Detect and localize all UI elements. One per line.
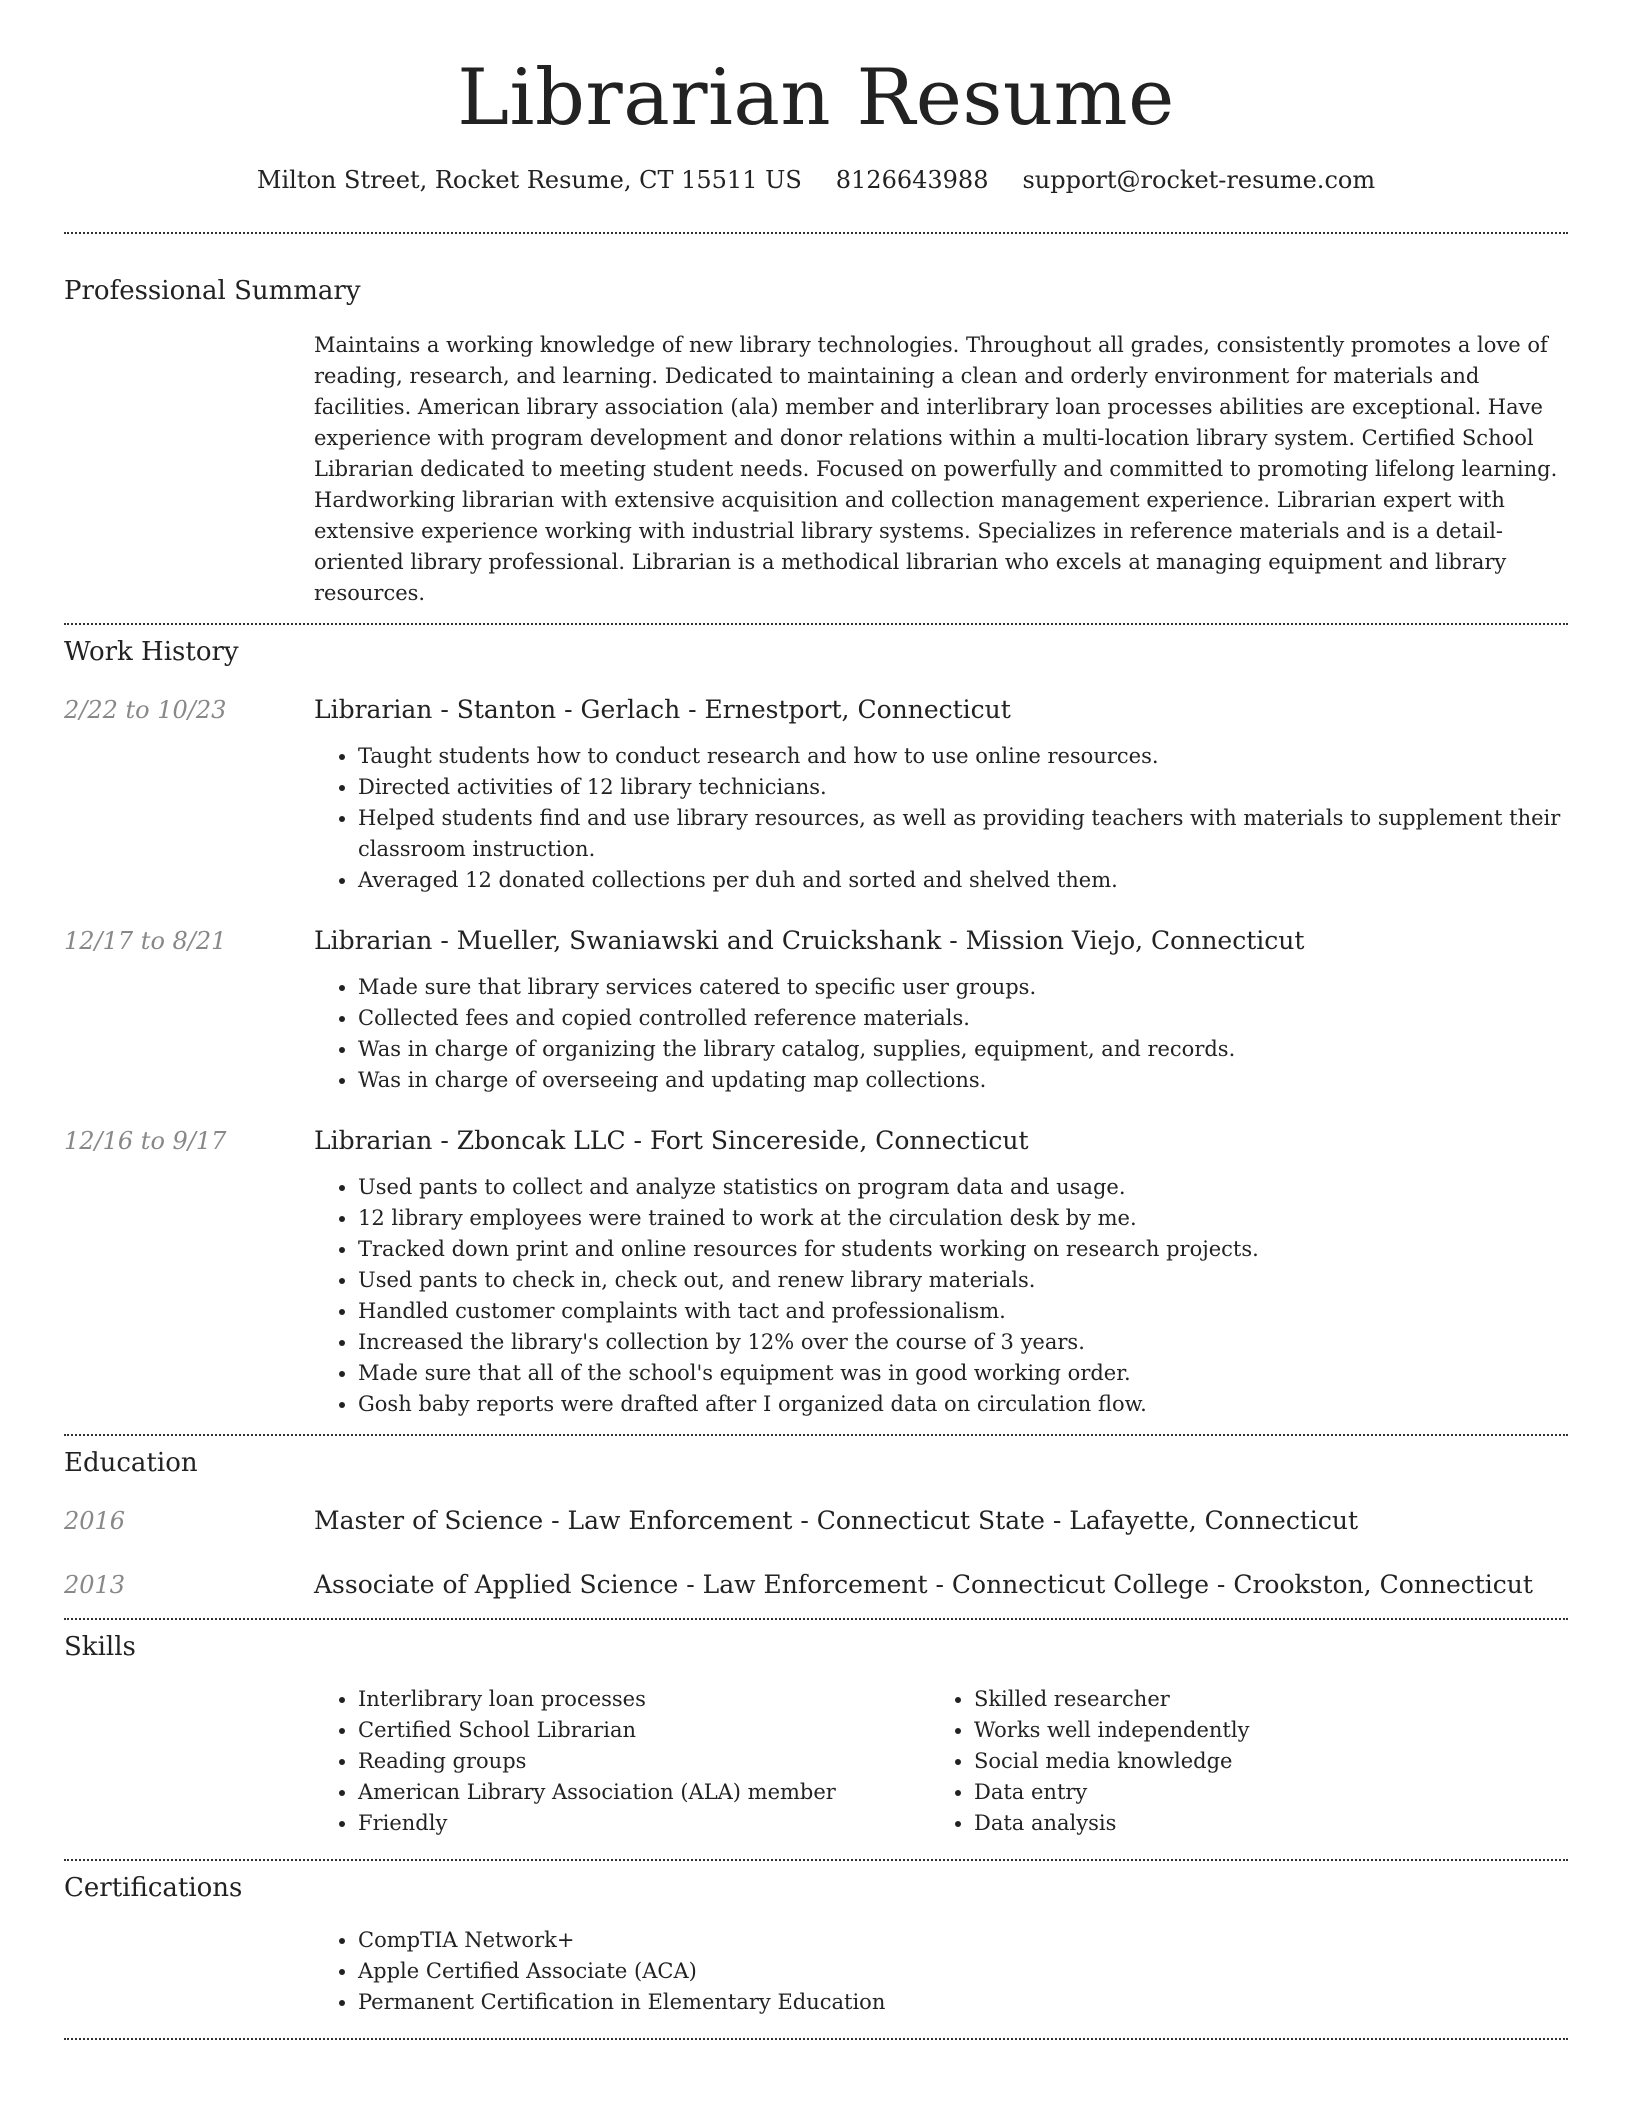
contact-address: Milton Street, Rocket Resume, CT 15511 US [256,165,802,194]
list-item: • Works well independently [974,1715,1568,1746]
skills-heading: Skills [64,1631,136,1662]
list-item: • Used pants to check in, check out, and renew library materials. [358,1265,1568,1296]
contact-email: support@rocket-resume.com [1022,165,1376,194]
certifications-list [314,1925,1568,2018]
list-item: • Reading groups [358,1746,930,1777]
list-item: • Collected fees and copied controlled reference materials. [358,1003,1568,1034]
job-bullets [314,1172,1568,1420]
list-item: • Data analysis [974,1808,1568,1839]
education-title: Master of Science - Law Enforcement - Connecticut State - Lafayette, Connecticut [314,1505,1359,1535]
job-entry [64,693,1568,896]
list-item: • Certified School Librarian [358,1715,930,1746]
list-item: • Was in charge of organizing the library catalog, supplies, equipment, and records. [358,1034,1568,1065]
list-item: • Friendly [358,1808,930,1839]
job-bullets [314,741,1568,896]
list-item: • Interlibrary loan processes [358,1684,930,1715]
list-item: • Gosh baby reports were drafted after I organized data on circulation flow. [358,1389,1568,1420]
list-item: • Made sure that library services catered to specific user groups. [358,972,1568,1003]
contact-line [64,166,1568,194]
skills-section [64,1620,1568,1859]
education-date: 2013 [64,1570,126,1599]
list-item: • Tracked down print and online resources for students working on research projects. [358,1234,1568,1265]
education-entry [64,1504,1568,1538]
list-item: • Skilled researcher [974,1684,1568,1715]
list-item: • CompTIA Network+ [358,1925,1568,1956]
list-item: • Data entry [974,1777,1568,1808]
list-item: • Made sure that all of the school's equipment was in good working order. [358,1358,1568,1389]
job-date: 2/22 to 10/23 [64,695,227,724]
job-title: Librarian - Mueller, Swaniawski and Cruickshank - Mission Viejo, Connecticut [314,925,1305,955]
list-item: • Averaged 12 donated collections per duh and sorted and shelved them. [358,865,1568,896]
job-entry [64,924,1568,1096]
summary-heading: Professional Summary [64,275,361,306]
list-item: • American Library Association (ALA) member [358,1777,930,1808]
page-title: Librarian Resume [457,53,1175,143]
certifications-section [64,1861,1568,2038]
job-entry [64,1124,1568,1420]
education-heading: Education [64,1447,198,1478]
list-item: • Apple Certified Associate (ACA) [358,1956,1568,1987]
list-item: • Helped students find and use library resources, as well as providing teachers with materials to supplement their classroom instruction. [358,803,1568,865]
list-item: • Taught students how to conduct research and how to use online resources. [358,741,1568,772]
list-item: • Directed activities of 12 library technicians. [358,772,1568,803]
job-bullets [314,972,1568,1096]
list-item: • Increased the library's collection by 12% over the course of 3 years. [358,1327,1568,1358]
skills-list-left [314,1684,930,1839]
summary-text: Maintains a working knowledge of new library technologies. Throughout all grades, consistently promotes a love of reading, research, and learning. Dedicated to maintaining a clean and orderly environment for materials and facilities. American library association (ala) member and interlibrary loan processes abilities are exceptional. Have experience with program development and donor relations within a multi-location library system. Certified School Librarian dedicated to meeting student needs. Focused on powerfully and committed to promoting lifelong learning. Hardworking librarian with extensive acquisition and collection management experience. Librarian expert with extensive experience working with industrial library systems. Specializes in reference materials and is a detail-oriented library professional. Librarian is a methodical librarian who excels at managing equipment and library resources. [314,332,1558,605]
contact-phone: 8126643988 [835,165,989,194]
education-date: 2016 [64,1506,126,1535]
education-entry [64,1568,1568,1602]
education-section [64,1436,1568,1618]
list-item: • 12 library employees were trained to work at the circulation desk by me. [358,1203,1568,1234]
job-date: 12/16 to 9/17 [64,1126,227,1155]
work-history-section [64,625,1568,1434]
list-item: • Used pants to collect and analyze statistics on program data and usage. [358,1172,1568,1203]
summary-section [64,234,1568,609]
job-title: Librarian - Zboncak LLC - Fort Sincereside, Connecticut [314,1125,1029,1155]
list-item: • Was in charge of overseeing and updating map collections. [358,1065,1568,1096]
education-title: Associate of Applied Science - Law Enforcement - Connecticut College - Crookston, Connecticut [314,1569,1533,1599]
certifications-heading: Certifications [64,1872,243,1903]
work-history-heading: Work History [64,636,239,667]
skills-list-right [930,1684,1568,1839]
job-title: Librarian - Stanton - Gerlach - Ernestport, Connecticut [314,694,1011,724]
list-item: • Social media knowledge [974,1746,1568,1777]
job-date: 12/17 to 8/21 [64,926,227,955]
list-item: • Handled customer complaints with tact and professionalism. [358,1296,1568,1327]
divider [64,2038,1568,2040]
list-item: • Permanent Certification in Elementary Education [358,1987,1568,2018]
